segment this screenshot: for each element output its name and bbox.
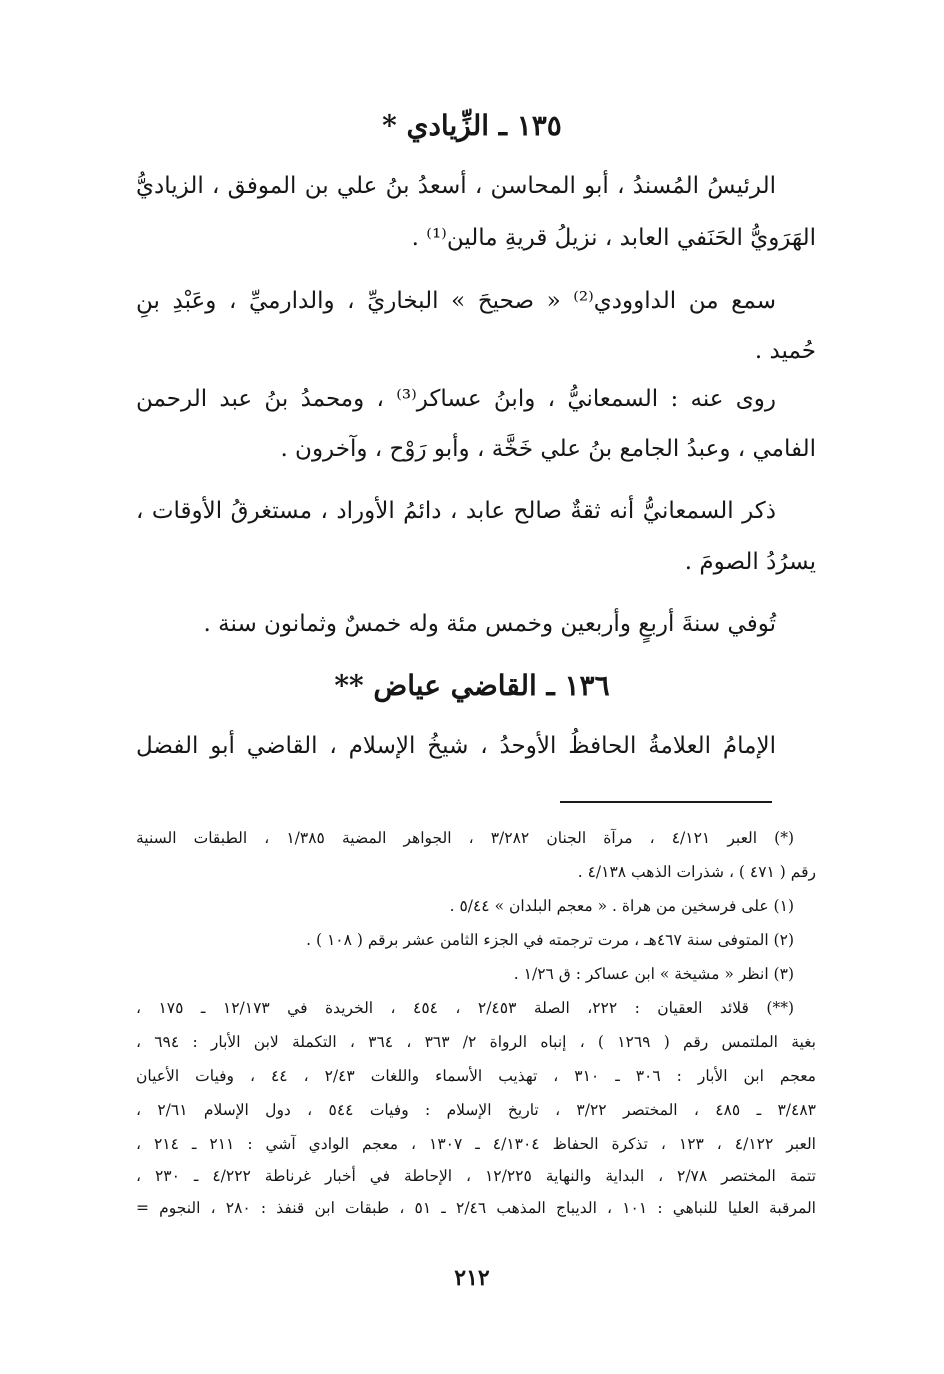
body-line: ذكر السمعانيُّ أنه ثقةٌ صالح عابد ، دائمُ الأوراد ، مستغرقُ الأوقات ، (136, 498, 776, 524)
body-line: روى عنه : السمعانيُّ ، وابنُ عساكر⁽³⁾ ، ومحمدُ بنُ عبد الرحمن (136, 386, 776, 412)
body-line: حُميد . (754, 338, 816, 364)
footnote-line: ٣/٤٨٣ ـ ٤٨٥ ، المختصر ٣/٢٢ ، تاريخ الإسلام : وفيات ٥٤٤ ، دول الإسلام ٢/٦١ ، (136, 1101, 816, 1119)
footnote-line: (١) على فرسخين من هراة . « معجم البلدان » ٥/٤٤ . (449, 897, 794, 915)
footnote-line: بغية الملتمس رقم ( ١٢٦٩ ) ، إنباه الرواة ٢/ ٣٦٣ ، ٣٦٤ ، التكملة لابن الأبار : ٦٩٤ ، (136, 1033, 816, 1051)
entry-135-title: ١٣٥ ـ الزِّيادي * (382, 109, 562, 142)
page-number: ٢١٢ (454, 1265, 490, 1291)
footnote-line: (**) قلائد العقيان : ٢٢٢، الصلة ٢/٤٥٣ ، ٤٥٤ ، الخريدة في ١٢/١٧٣ ـ ١٧٥ ، (136, 999, 795, 1017)
footnote-line: معجم ابن الأبار : ٣٠٦ ـ ٣١٠ ، تهذيب الأسماء واللغات ٢/٤٣ ، ٤٤ ، وفيات الأعيان (136, 1067, 816, 1085)
footnote-separator (560, 801, 772, 803)
footnote-line: (*) العبر ٤/١٢١ ، مرآة الجنان ٣/٢٨٢ ، الجواهر المضية ١/٣٨٥ ، الطبقات السنية (136, 829, 794, 847)
footnote-line: (٢) المتوفى سنة ٤٦٧هـ ، مرت ترجمته في الجزء الثامن عشر برقم ( ١٠٨ ) . (306, 931, 794, 949)
body-line: يسرُدُ الصومَ . (684, 549, 816, 575)
footnote-line: (٣) انظر « مشيخة » ابن عساكر : ق ١/٢٦ . (513, 965, 794, 983)
footnote-line: رقم ( ٤٧١ ) ، شذرات الذهب ٤/١٣٨ . (577, 863, 816, 881)
footnote-line: تتمة المختصر ٢/٧٨ ، البداية والنهاية ١٢/٢٢٥ ، الإحاطة في أخبار غرناطة ٤/٢٢٢ ـ ٢٣٠ ، (136, 1167, 816, 1185)
body-line: الرئيسُ المُسندُ ، أبو المحاسن ، أسعدُ بنُ علي بن الموفق ، الزياديُّ (136, 173, 776, 199)
body-line: سمع من الداوودي⁽²⁾ « صحيحَ » البخاريِّ ، والدارميِّ ، وعَبْدِ بنِ (136, 288, 776, 314)
entry-136-title: ١٣٦ ـ القاضي عياض ** (334, 669, 610, 702)
body-line: الإمامُ العلامةُ الحافظُ الأوحدُ ، شيخُ الإسلام ، القاضي أبو الفضل (136, 733, 776, 759)
body-line: الفامي ، وعبدُ الجامع بنُ علي خَخَّة ، وأبو رَوْح ، وآخرون . (280, 436, 816, 462)
body-line: تُوفي سنةَ أربعٍ وأربعين وخمس مئة وله خمسٌ وثمانون سنة . (203, 611, 776, 637)
footnote-line: المرقبة العليا للنباهي : ١٠١ ، الديباج المذهب ٢/٤٦ ـ ٥١ ، طبقات ابن قنفذ : ٢٨٠ ، النجوم = (136, 1199, 816, 1217)
footnote-line: العبر ٤/١٢٢ ، ١٢٣ ، تذكرة الحفاظ ٤/١٣٠٤ ـ ١٣٠٧ ، معجم الوادي آشي : ٢١١ ـ ٢١٤ ، (136, 1135, 816, 1153)
body-line: الهَرَويُّ الحَنَفي العابد ، نزيلُ قريةِ مالين⁽¹⁾ . (411, 225, 816, 251)
